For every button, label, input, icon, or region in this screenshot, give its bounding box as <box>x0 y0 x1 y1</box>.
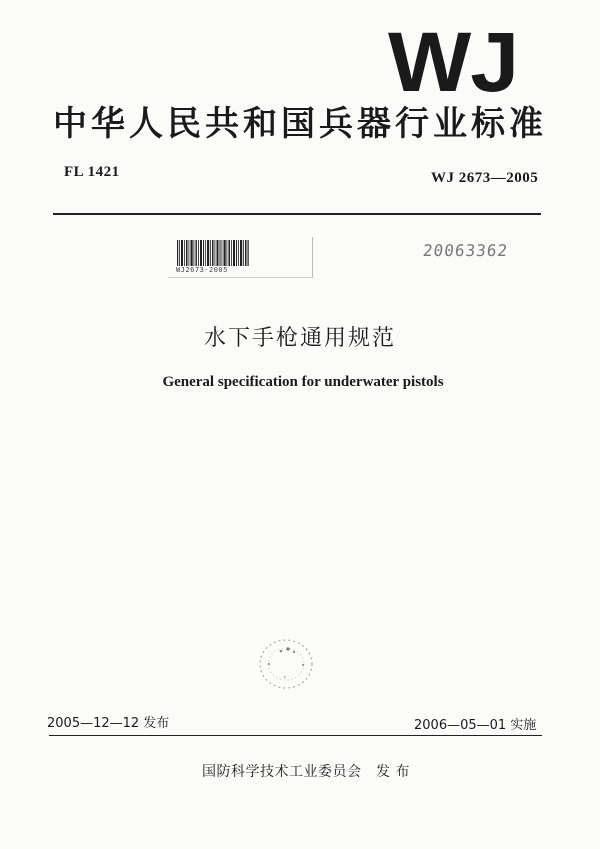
issue-date: 2005—12—12 发布 <box>47 716 170 731</box>
faint-seal-stamp-icon <box>257 637 315 691</box>
header-divider <box>53 213 541 215</box>
barcode-icon <box>177 240 249 266</box>
barcode-caption: WJ2673-2005 <box>176 266 228 274</box>
standard-number: WJ 2673—2005 <box>431 170 539 186</box>
document-title-english: General specification for underwater pistols <box>162 374 444 390</box>
handwritten-registration-number: 20063362 <box>422 241 510 260</box>
document-title-chinese: 水下手枪通用规范 <box>203 326 396 351</box>
implementation-date: 2006—05—01 实施 <box>414 718 537 733</box>
classification-code: FL 1421 <box>64 164 120 180</box>
footer-divider <box>49 735 542 736</box>
issuing-authority: 国防科学技术工业委员会 发 布 <box>202 764 410 780</box>
standard-category-title: 中华人民共和国兵器行业标准 <box>53 104 547 144</box>
wj-logo: WJ <box>388 15 519 109</box>
